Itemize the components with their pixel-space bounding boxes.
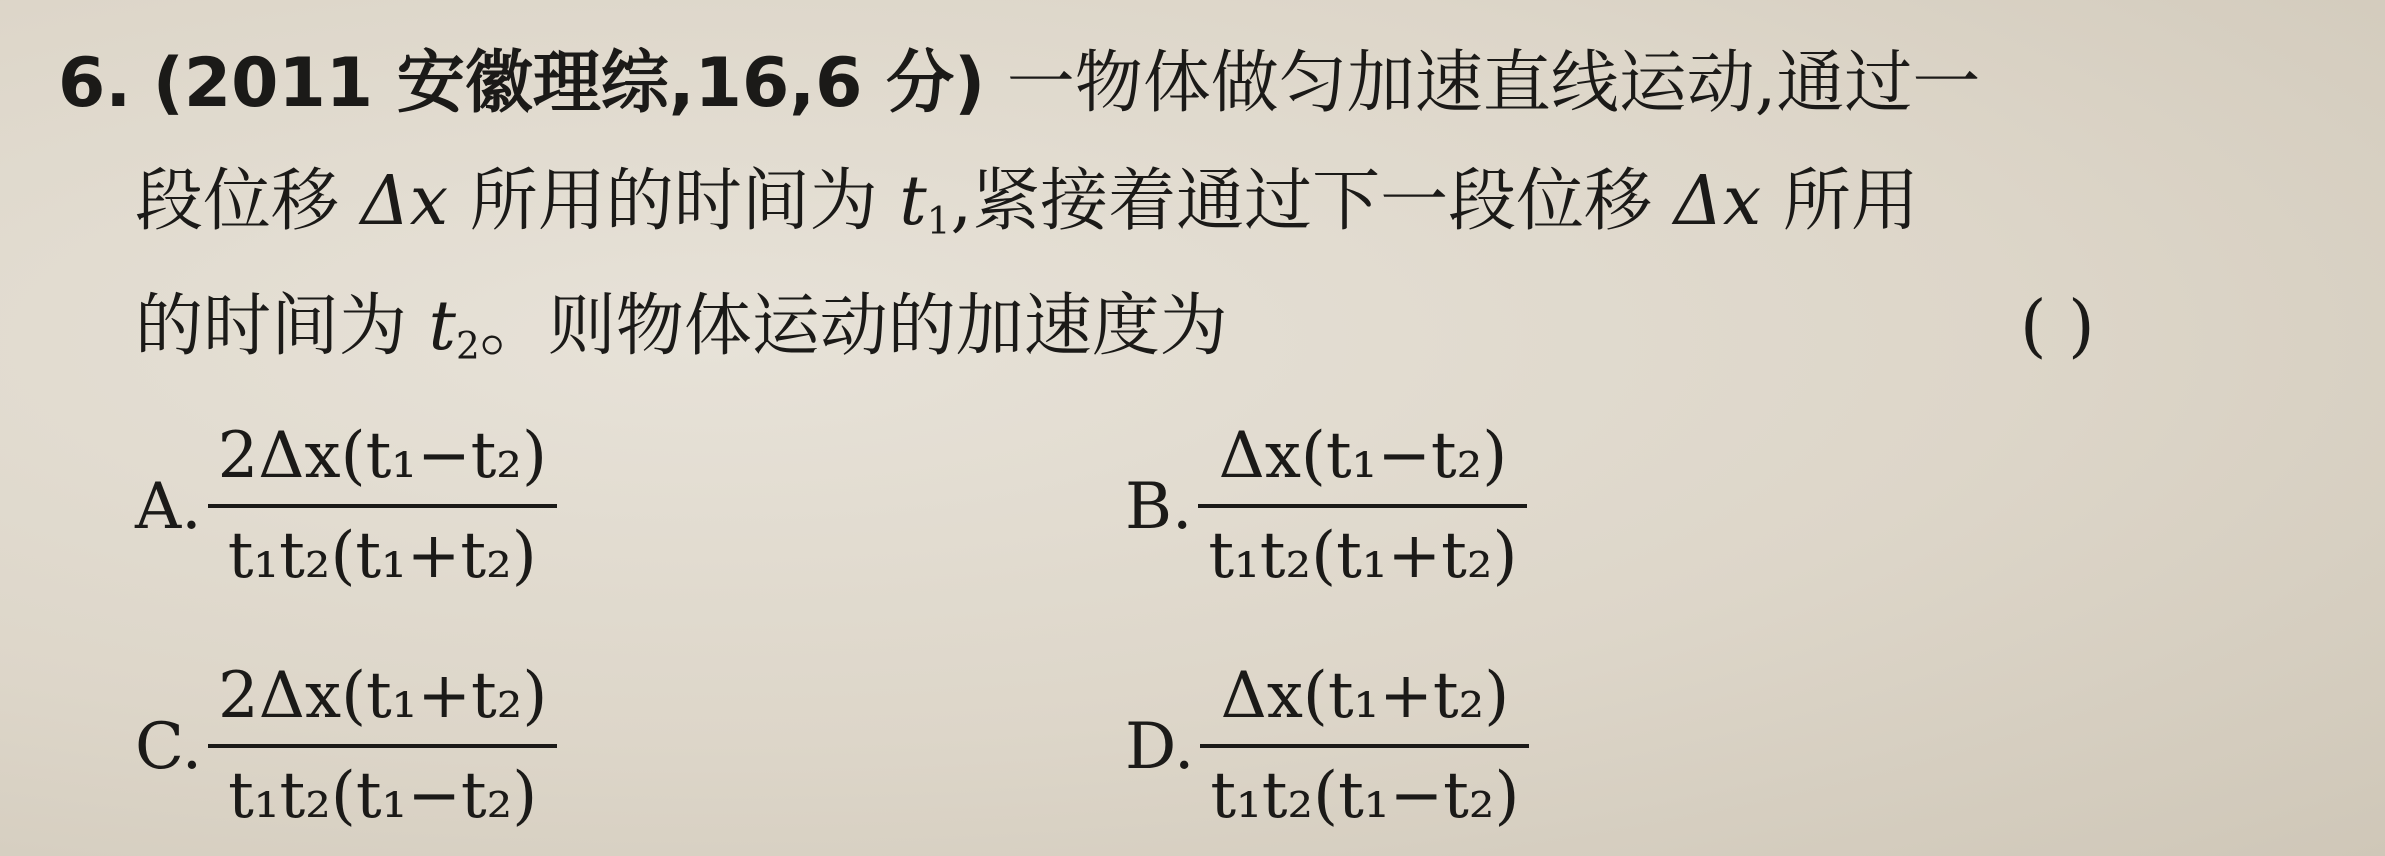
option-label: B. <box>1125 469 1193 544</box>
text-segment: 。则物体运动的加速度为 <box>479 287 1228 366</box>
denominator: t₁t₂(t₁−t₂) <box>1210 758 1520 833</box>
numerator: 2Δx(t₁−t₂) <box>217 419 547 493</box>
fraction-bar <box>208 744 557 748</box>
option-c <box>135 660 557 833</box>
delta-x: Δx <box>360 162 449 241</box>
text-segment: 所用 <box>1782 162 1919 241</box>
option-label: D. <box>1125 709 1195 784</box>
option-a <box>135 420 557 593</box>
numerator: Δx(t₁+t₂) <box>1220 659 1510 733</box>
question-line-2 <box>135 162 1919 243</box>
question-line-3 <box>135 287 1228 368</box>
text-segment: 段位移 <box>135 162 340 241</box>
option-fraction <box>1198 420 1527 593</box>
fraction-bar <box>208 504 557 508</box>
denominator: t₁t₂(t₁−t₂) <box>228 758 538 833</box>
question-text-1: 一物体做匀加速直线运动,通过一 <box>1006 44 1981 123</box>
option-fraction <box>208 420 557 593</box>
t1-symbol: $t_1$ <box>899 162 951 243</box>
numerator: Δx(t₁−t₂) <box>1218 419 1508 493</box>
answer-parentheses: ( ) <box>2020 287 2095 366</box>
denominator: t₁t₂(t₁+t₂) <box>1208 518 1518 593</box>
option-fraction <box>208 660 557 833</box>
text-segment: ,紧接着通过下一段位移 <box>950 162 1653 241</box>
option-label: A. <box>135 469 202 544</box>
question-number: 6. <box>58 44 132 123</box>
denominator: t₁t₂(t₁+t₂) <box>227 518 537 593</box>
t2-symbol: $t_2$ <box>428 287 480 368</box>
numerator: 2Δx(t₁+t₂) <box>218 659 548 733</box>
option-b <box>1125 420 1527 593</box>
option-d <box>1125 660 1529 833</box>
fraction-bar <box>1200 744 1529 748</box>
option-label: C. <box>135 709 203 784</box>
delta-x: Δx <box>1673 162 1762 241</box>
text-segment: 所用的时间为 <box>469 162 878 241</box>
text-segment: 的时间为 <box>135 287 408 366</box>
option-fraction <box>1200 660 1529 833</box>
question-line-1 <box>58 44 1981 123</box>
question-source: (2011 安徽理综,16,6 分) <box>152 44 986 123</box>
fraction-bar <box>1198 504 1527 508</box>
